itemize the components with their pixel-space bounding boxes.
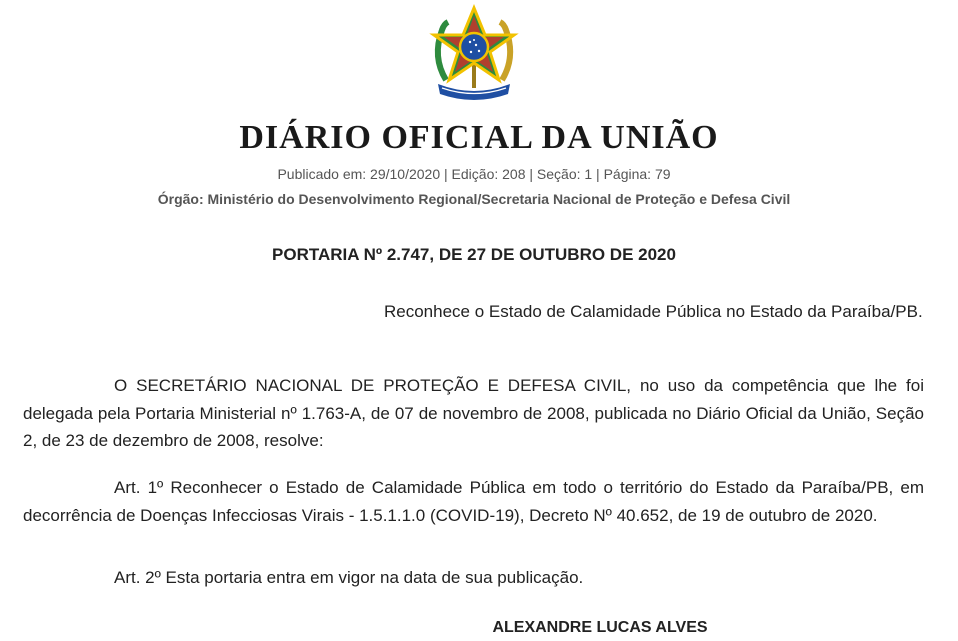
preamble-paragraph: O SECRETÁRIO NACIONAL DE PROTEÇÃO E DEFESA CIVIL, no uso da competência que lhe foi delegada pela Portaria Ministerial nº 1.763-A, de 07 de novembro de 2008, publicada no Diário Oficial da União, Seção 2, de 23 de dezembro de 2008, resolve: (23, 376, 924, 450)
article-1-paragraph: Art. 1º Reconhecer o Estado de Calamidade Pública em todo o território do Estado da Paraíba/PB, em decorrência de Doenças Infecciosas Virais - 1.5.1.1.0 (COVID-19), Decreto Nº 40.652, de 19 de outubro de 2020. (23, 478, 924, 525)
orgao-line (0, 189, 948, 209)
document-heading: PORTARIA Nº 2.747, DE 27 DE OUTUBRO DE 2020 (272, 245, 676, 264)
brazil-coat-of-arms-icon (424, 2, 524, 102)
orgao-label: Órgão: (157, 191, 204, 207)
article-2-paragraph: Art. 2º Esta portaria entra em vigor na data de sua publicação. (114, 568, 584, 587)
page-title: DIÁRIO OFICIAL DA UNIÃO (239, 119, 719, 156)
signer-name: ALEXANDRE LUCAS ALVES (492, 619, 708, 636)
ementa: Reconhece o Estado de Calamidade Pública no Estado da Paraíba/PB. (384, 302, 923, 321)
publication-info: Publicado em: 29/10/2020 | Edição: 208 | Seção: 1 | Página: 79 (277, 166, 671, 182)
orgao-value: Ministério do Desenvolvimento Regional/Secretaria Nacional de Proteção e Defesa Civil (207, 191, 791, 207)
